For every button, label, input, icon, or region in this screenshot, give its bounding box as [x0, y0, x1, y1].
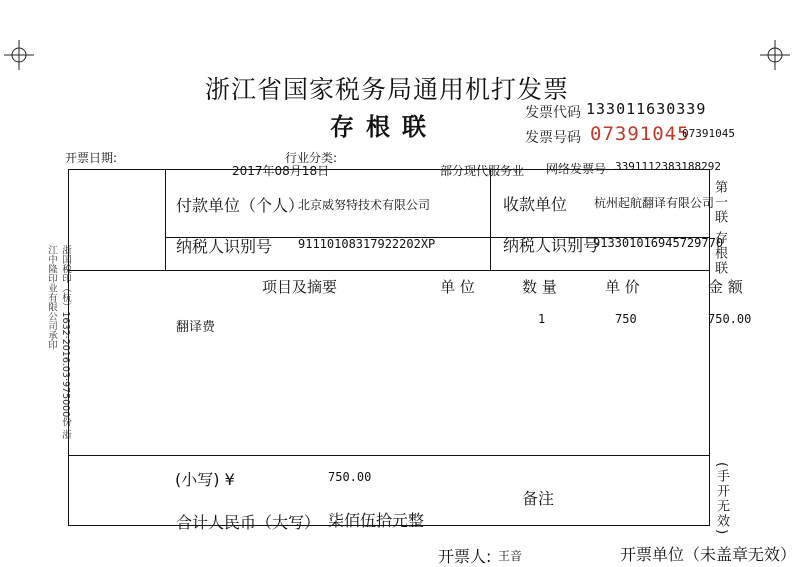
col-divider	[490, 170, 491, 270]
network-invoice-value: 3391112383188292	[615, 160, 721, 173]
row-qty: 1	[538, 312, 546, 326]
lowercase-total-value: 750.00	[328, 470, 372, 484]
row-item: 翻译费	[176, 320, 216, 335]
network-invoice-label: 网络发票号	[546, 162, 607, 176]
stub-side-label: 第一联 存根联	[712, 180, 727, 277]
issue-date-value: 2017年08月18日	[232, 164, 330, 178]
header-qty: 数 量	[522, 278, 557, 296]
row-divider	[69, 270, 709, 271]
payee-tax-id-label: 纳税人识别号	[503, 236, 600, 255]
registration-mark-left	[4, 40, 34, 70]
payee-tax-id: 913301016945729770	[593, 236, 724, 250]
issuing-unit-label: 开票单位（未盖章无效）	[620, 545, 797, 564]
row-price: 750	[615, 312, 637, 326]
uppercase-total-value: 柒佰伍拾元整	[328, 511, 425, 530]
header-price: 单 价	[605, 278, 640, 296]
invoice-subtitle: 存根联	[330, 112, 438, 141]
invoice-number-label: 发票号码	[525, 130, 581, 146]
payee-name: 杭州起航翻译有限公司	[594, 196, 715, 210]
payer-label: 付款单位（个人）	[176, 196, 305, 215]
col-divider	[165, 170, 166, 270]
issue-date-label: 开票日期:	[65, 151, 118, 165]
industry-value: 部分现代服务业	[440, 164, 525, 178]
remark-label: 备注	[522, 489, 555, 508]
header-item: 项目及摘要	[262, 278, 338, 296]
header-unit: 单 位	[440, 278, 475, 296]
industry-label: 行业分类:	[285, 151, 338, 165]
lowercase-total-label: (小写) ¥	[175, 470, 235, 489]
uppercase-total-label: 合计人民币（大写）	[176, 513, 321, 532]
issuer-name: 王音	[498, 549, 523, 563]
invoice-number-value: 07391045	[590, 123, 690, 145]
payee-label: 收款单位	[503, 195, 568, 214]
row-amount: 750.00	[708, 312, 752, 326]
invoice-code-value: 133011630339	[586, 100, 707, 118]
printer-info: 浙国税印（杭）1632·2016.03·975000份 浙江中隆印业有限公司承印	[46, 245, 71, 440]
issuer-label: 开票人:	[438, 547, 492, 566]
invoice-number-value-small: 07391045	[682, 127, 735, 140]
invoice-code-label: 发票代码	[525, 105, 581, 121]
payer-name: 北京威努特技术有限公司	[298, 198, 431, 212]
payer-tax-id-label: 纳税人识别号	[176, 237, 273, 256]
handwritten-invalid-notice: (手开无效)	[714, 462, 729, 537]
payer-tax-id: 91110108317922202XP	[298, 237, 436, 251]
header-amount: 金 额	[708, 278, 743, 296]
registration-mark-right	[760, 40, 790, 70]
invoice-body-frame	[68, 169, 710, 526]
row-divider	[69, 455, 709, 456]
invoice-title: 浙江省国家税务局通用机打发票	[205, 75, 570, 104]
